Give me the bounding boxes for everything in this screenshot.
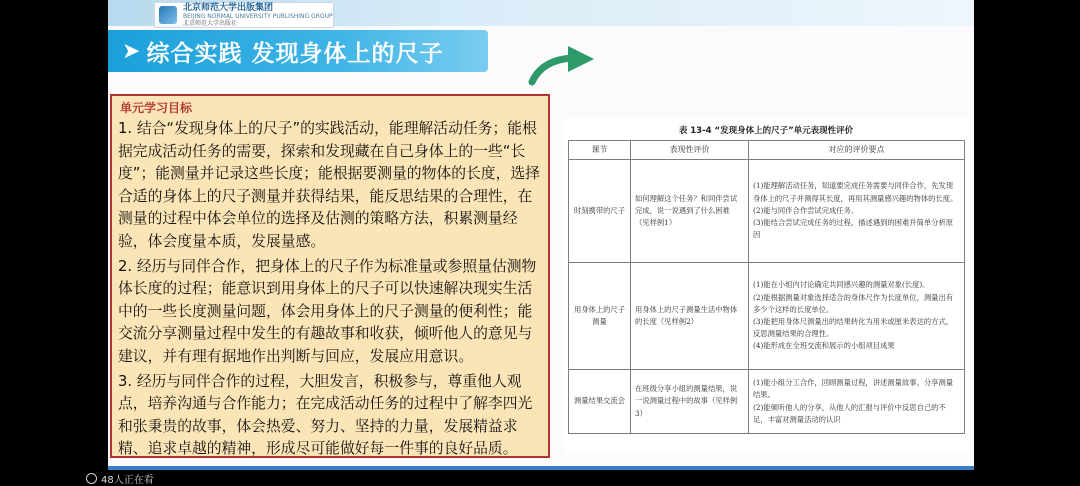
- point: (3)能结合尝试完成任务的过程，描述遇到的困难并简单分析原因: [753, 218, 954, 240]
- goals-heading: 单元学习目标: [120, 101, 193, 115]
- cell-performance: 用身体上的尺子测量生活中物体的长度（见样例2）: [631, 263, 749, 370]
- cell-performance: 如何理解这个任务？和同伴尝试完成，说一说遇到了什么困难（见样例1）: [631, 160, 749, 263]
- evaluation-table: [568, 140, 965, 434]
- point: (4)能形成在全班交流和展示的小组项目成果: [753, 341, 895, 351]
- col-header-points: 对应的评价要点: [749, 141, 965, 160]
- col-header-performance: 表现性评价: [631, 141, 749, 160]
- viewers-icon: [86, 473, 97, 484]
- goal-item-3: 3. 经历与同伴合作的过程，大胆发言，积极参与，尊重他人观点，培养沟通与合作能力；在完成活动任务的过程中了解李四光和张秉贵的故事，体会热爱、努力、坚持的力量，发展精益求精、追求卓越的精神，形成尽可能做好每一件事的良好品质。: [118, 372, 533, 458]
- table-row: [569, 263, 965, 370]
- page-title-bar: [108, 30, 488, 72]
- table-row: [569, 160, 965, 263]
- publisher-logo: [154, 2, 334, 28]
- goal-item-2: 2. 经历与同伴合作，把身体上的尺子作为标准量或参照量估测物体长度的过程；能意识到用身体上的尺子可以快速解决现实生活中的一些长度测量问题，体会用身体上的尺子测量的便利性；能交流分享测量过程中发生的有趣故事和收获，倾听他人的意见与建议，并有理有据地作出判断与回应，发展应用意识。: [118, 257, 537, 365]
- cell-lesson: 用身体上的尺子测量: [569, 263, 631, 370]
- cell-points: [749, 370, 965, 434]
- slide-bottom-bar: [108, 466, 974, 470]
- publisher-sub: 北京师范大学出版社: [183, 19, 238, 27]
- goal-item-1: 1. 结合“发现身体上的尺子”的实践活动，能理解活动任务；能根据完成活动任务的需要，探索和发现藏在自己身体上的一些“长度”；能测量并记录这些长度；能根据要测量的物体的长度，选择合适的身体上的尺子测量并获得结果，能反思结果的合理性，在测量的过程中体会单位的选择及估测的策略方法，积累测量经验，体会度量本质，发展量感。: [118, 120, 540, 250]
- publisher-logo-icon: [159, 6, 177, 24]
- curved-arrow-icon: [528, 46, 598, 86]
- point: (1)能小组分工合作，回顾测量过程，讲述测量故事、分享测量结果。: [753, 378, 954, 400]
- publisher-name-en: BEIJING NORMAL UNIVERSITY PUBLISHING GROUP: [183, 12, 333, 20]
- cell-points: [749, 263, 965, 370]
- point: (3)能把用身体尺测量出的结果转化为用米或厘米表达的方式，反思测量结果的合理性。: [753, 317, 954, 339]
- point: (2)能根据测量对象选择适合的身体尺作为长度单位，测量出有多少个这样的长度单位。: [753, 292, 954, 314]
- table-header-row: [569, 141, 965, 160]
- viewer-count: [86, 470, 154, 486]
- cell-lesson: 测量结果交流会: [569, 370, 631, 434]
- cell-lesson: 时刻携带的尺子: [569, 160, 631, 263]
- publisher-name: 北京师范大学出版集团: [183, 2, 274, 13]
- point: (2)能倾听他人的分享，从他人的汇报与评价中反思自己的不足，丰富对测量活动的认识: [753, 402, 946, 424]
- cell-points: [749, 160, 965, 263]
- cell-performance: 在班级分享小组的测量结果，说一说测量过程中的故事（见样例3）: [631, 370, 749, 434]
- point: (1)能在小组内讨论确定共同感兴趣的测量对象(长度)。: [753, 280, 930, 290]
- table-title: 表 13-4 “发现身体上的尺子”单元表现性评价: [678, 126, 854, 136]
- point: (2)能与同伴合作尝试完成任务。: [753, 205, 859, 215]
- learning-goals-box: [110, 94, 550, 458]
- chevron-right-icon: ➤: [122, 38, 141, 64]
- evaluation-table-panel: [564, 118, 968, 454]
- point: (1)能理解活动任务，知道要完成任务需要与同伴合作，先发现身体上的尺子并测得其长度，再用其测量感兴趣的物体的长度。: [753, 181, 958, 203]
- table-row: [569, 370, 965, 434]
- viewer-count-text: 48人正在看: [101, 474, 154, 486]
- page-title: 综合实践 发现身体上的尺子: [146, 40, 444, 67]
- col-header-lesson: 课节: [569, 141, 631, 160]
- slide: [108, 0, 974, 468]
